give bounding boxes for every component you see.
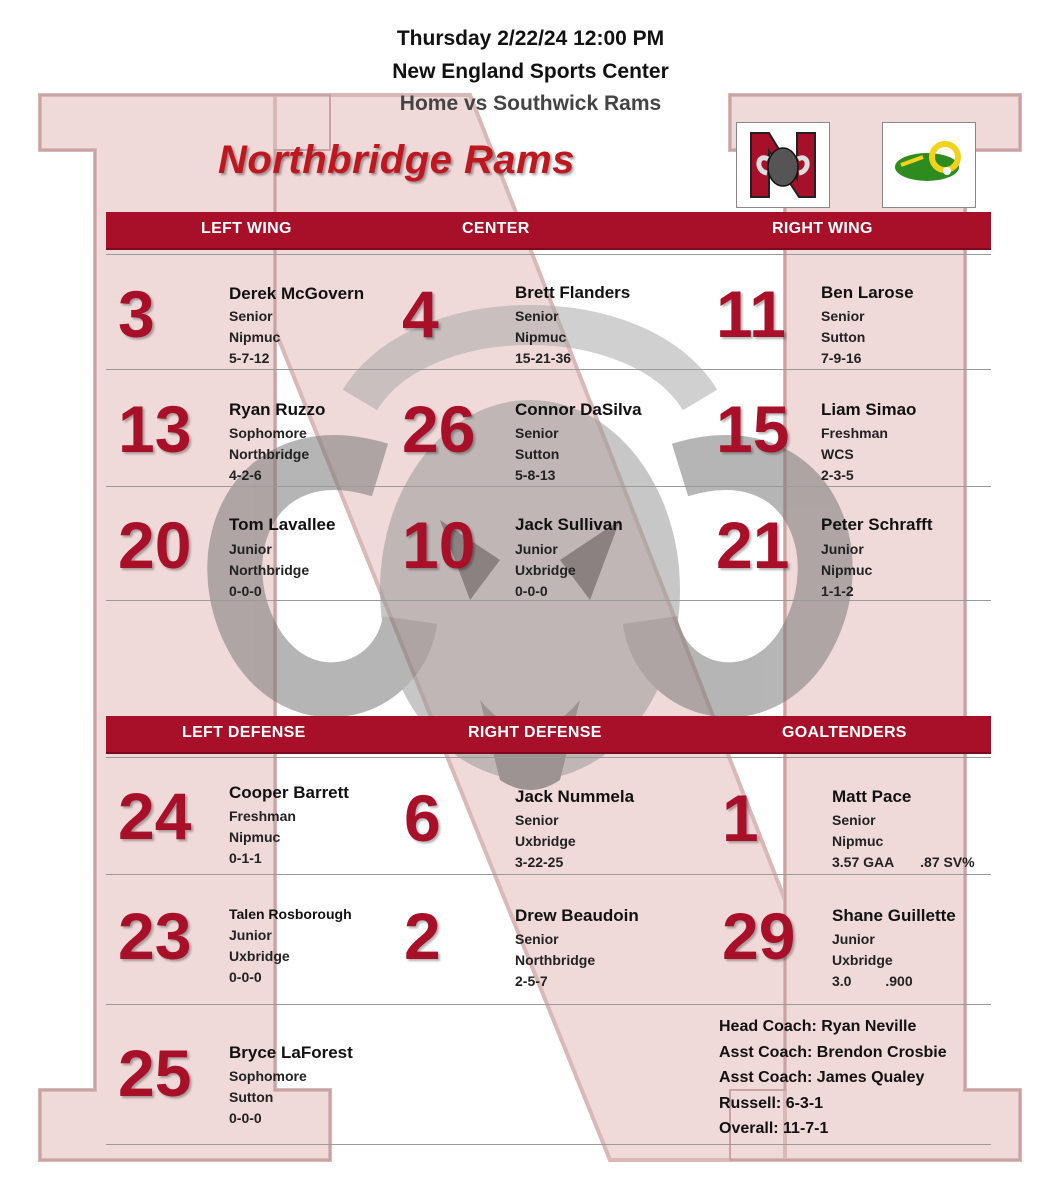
divider (106, 757, 991, 758)
header-right-defense: RIGHT DEFENSE (468, 724, 602, 741)
player-school: Uxbridge (229, 948, 290, 964)
player-grade: Junior (832, 931, 875, 947)
player-grade: Senior (832, 812, 876, 828)
player-grade: Freshman (821, 425, 888, 441)
player-grade: Senior (821, 308, 865, 324)
player-name: Matt Pace (832, 787, 912, 806)
player-info (229, 806, 296, 869)
divider (106, 600, 991, 601)
player-info (832, 929, 913, 992)
player-info (515, 539, 576, 602)
player-number: 4 (402, 277, 439, 351)
player-stats: 3-22-25 (515, 854, 564, 870)
asst-coach: Asst Coach: James Qualey (719, 1069, 925, 1086)
goalie-gaa: 3.0 (832, 973, 852, 989)
player-info (515, 306, 571, 369)
divider (106, 254, 991, 255)
player-number: 10 (402, 508, 476, 582)
player-name: Connor DaSilva (515, 400, 642, 419)
player-number: 29 (722, 899, 796, 973)
player-info (832, 810, 975, 873)
player-school: Northbridge (229, 446, 310, 462)
forwards-header-band (106, 212, 991, 250)
divider (106, 1004, 991, 1005)
player-stats: 0-0-0 (229, 969, 262, 985)
player-stats: 7-9-16 (821, 350, 862, 366)
defense-header-band (106, 716, 991, 754)
player-stats: 5-8-13 (515, 467, 556, 483)
player-stats: 4-2-6 (229, 467, 262, 483)
player-school: Nipmuc (821, 562, 873, 578)
player-number: 3 (118, 277, 155, 351)
goalie-save-pct: .87 SV% (920, 854, 975, 870)
player-number: 23 (118, 899, 192, 973)
header-goaltenders: GOALTENDERS (782, 724, 907, 741)
player-grade: Junior (821, 541, 864, 557)
player-stats: 0-0-0 (515, 583, 548, 599)
player-stats: 15-21-36 (515, 350, 572, 366)
player-stats: 5-7-12 (229, 350, 270, 366)
player-info (821, 306, 865, 369)
player-stats: 2-3-5 (821, 467, 854, 483)
player-name: Jack Nummela (515, 787, 635, 806)
player-stats: 1-1-2 (821, 583, 854, 599)
player-number: 25 (118, 1036, 192, 1110)
header-right-wing: RIGHT WING (772, 220, 873, 237)
player-info (229, 306, 280, 369)
player-grade: Sophomore (229, 425, 307, 441)
player-info (515, 810, 576, 873)
header-left-wing: LEFT WING (201, 220, 292, 237)
player-info (229, 423, 309, 486)
game-date-time: Thursday 2/22/24 12:00 PM (396, 27, 665, 50)
player-school: Sutton (229, 1089, 274, 1105)
player-grade: Senior (515, 425, 559, 441)
asst-coach: Asst Coach: Brendon Crosbie (719, 1043, 947, 1061)
player-school: Sutton (821, 329, 866, 345)
player-stats: 0-1-1 (229, 850, 262, 866)
player-grade: Senior (515, 931, 559, 947)
player-school: Uxbridge (832, 952, 893, 968)
player-school: Northbridge (515, 952, 596, 968)
coaching-staff (719, 1014, 947, 1142)
player-grade: Senior (515, 308, 559, 324)
player-grade: Junior (515, 541, 558, 557)
head-coach: Head Coach: Ryan Neville (719, 1018, 917, 1035)
player-number: 13 (118, 392, 192, 466)
player-number: 11 (716, 277, 786, 351)
southwick-rams-logo (882, 122, 976, 208)
player-name: Peter Schrafft (821, 515, 933, 534)
player-school: Nipmuc (229, 329, 281, 345)
player-grade: Junior (229, 541, 272, 557)
player-school: Sutton (515, 446, 560, 462)
player-number: 15 (716, 392, 790, 466)
player-number: 24 (118, 779, 192, 853)
goalie-stats (832, 852, 975, 873)
divider (106, 369, 991, 370)
player-info (515, 423, 559, 486)
player-school: Nipmuc (832, 833, 884, 849)
player-school: Northbridge (229, 562, 310, 578)
header-left-defense: LEFT DEFENSE (182, 724, 306, 741)
player-name: Tom Lavallee (229, 515, 336, 534)
player-name: Drew Beaudoin (515, 906, 639, 925)
player-info (229, 539, 309, 602)
team-name: Northbridge Rams (218, 138, 575, 182)
player-name: Ryan Ruzzo (229, 400, 326, 419)
divider (106, 874, 991, 875)
player-school: Uxbridge (515, 562, 576, 578)
player-number: 20 (118, 508, 192, 582)
player-name: Talen Rosborough (229, 906, 352, 922)
player-info (821, 423, 888, 486)
player-number: 2 (404, 899, 441, 973)
player-name: Derek McGovern (229, 284, 365, 303)
player-stats: 0-0-0 (229, 583, 262, 599)
player-school: Nipmuc (515, 329, 567, 345)
player-number: 1 (722, 781, 759, 855)
player-name: Ben Larose (821, 283, 914, 302)
player-info (229, 925, 290, 988)
player-number: 6 (404, 781, 441, 855)
goalie-save-pct: .900 (885, 973, 913, 989)
player-grade: Senior (515, 812, 559, 828)
player-name: Liam Simao (821, 400, 917, 419)
player-grade: Junior (229, 927, 272, 943)
player-name: Bryce LaForest (229, 1043, 353, 1062)
player-grade: Sophomore (229, 1068, 307, 1084)
player-name: Jack Sullivan (515, 515, 623, 534)
player-info (229, 1066, 307, 1129)
player-name: Shane Guillette (832, 906, 956, 925)
player-info (821, 539, 872, 602)
player-grade: Senior (229, 308, 273, 324)
venue: New England Sports Center (392, 60, 669, 83)
northbridge-logo (736, 122, 830, 208)
league-record: Russell: 6-3-1 (719, 1094, 824, 1112)
player-school: Uxbridge (515, 833, 576, 849)
player-name: Cooper Barrett (229, 783, 349, 802)
player-grade: Freshman (229, 808, 296, 824)
goalie-stats (832, 971, 913, 992)
goalie-gaa: 3.57 GAA (832, 854, 895, 870)
matchup: Home vs Southwick Rams (399, 92, 662, 115)
player-name: Brett Flanders (515, 283, 631, 302)
player-stats: 2-5-7 (515, 973, 548, 989)
player-number: 26 (402, 392, 476, 466)
header-center: CENTER (462, 220, 530, 237)
overall-record: Overall: 11-7-1 (719, 1120, 829, 1137)
player-school: WCS (821, 446, 854, 462)
player-stats: 0-0-0 (229, 1110, 262, 1126)
player-number: 21 (716, 508, 790, 582)
player-info (515, 929, 595, 992)
divider (106, 1144, 991, 1145)
player-school: Nipmuc (229, 829, 281, 845)
divider (106, 486, 991, 487)
